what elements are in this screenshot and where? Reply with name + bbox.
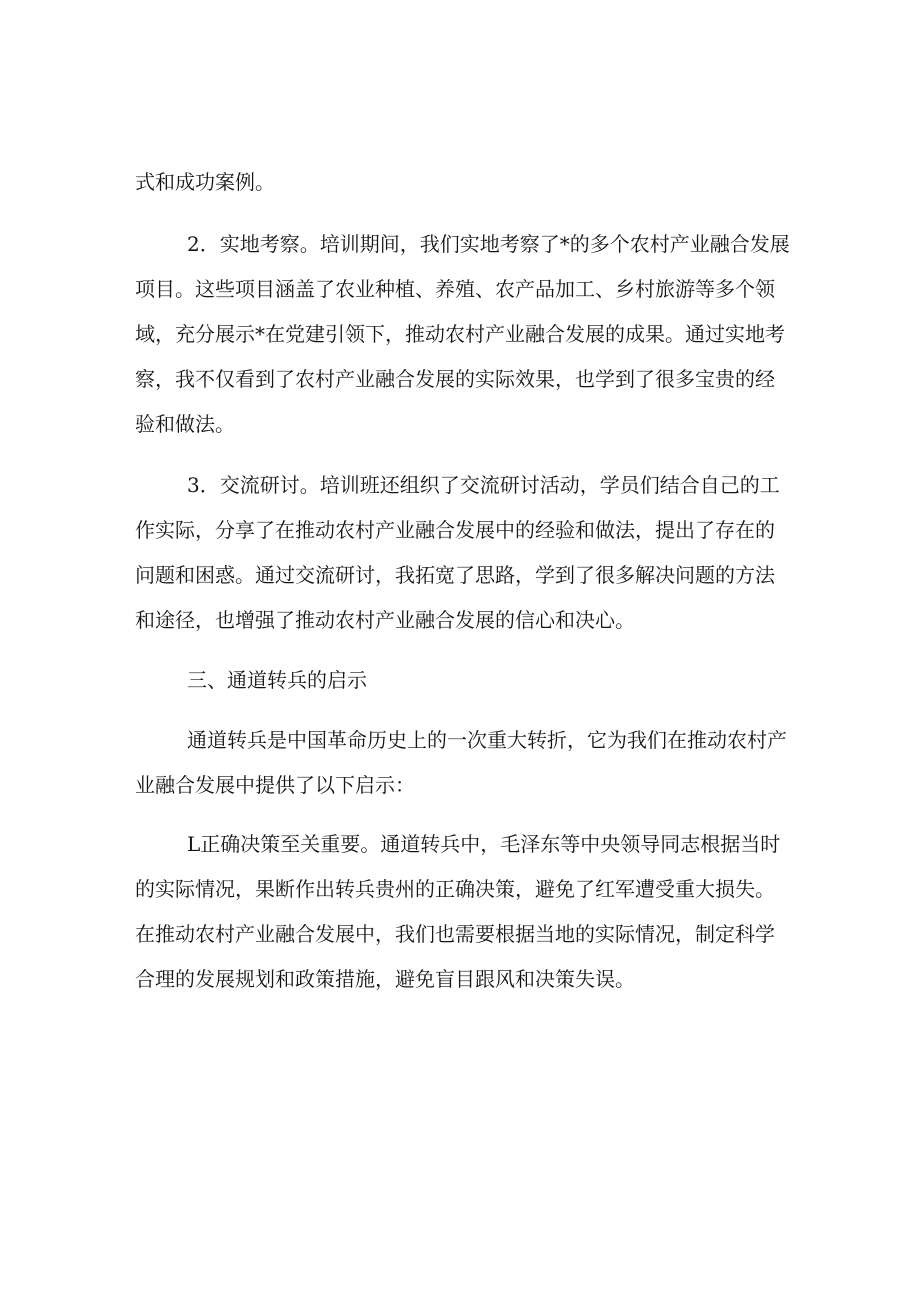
paragraph-line: 察，我不仅看到了农村产业融合发展的实际效果，也学到了很多宝贵的经 <box>135 367 775 391</box>
paragraph-line: 业融合发展中提供了以下启示： <box>135 773 415 797</box>
paragraph-line: 在推动农村产业融合发展中，我们也需要根据当地的实际情况，制定科学 <box>135 922 775 946</box>
paragraph-line: L正确决策至关重要。通道转兵中，毛泽东等中央领导同志根据当时 <box>187 832 781 856</box>
paragraph-line: 和途径，也增强了推动农村产业融合发展的信心和决心。 <box>135 608 635 632</box>
paragraph-line: 问题和困惑。通过交流研讨，我拓宽了思路，学到了很多解决问题的方法 <box>135 563 775 587</box>
paragraph-line: 项目。这些项目涵盖了农业种植、养殖、农产品加工、乡村旅游等多个领 <box>135 277 775 301</box>
section-heading: 三、通道转兵的启示 <box>187 668 367 692</box>
paragraph-line: 式和成功案例。 <box>135 170 275 194</box>
paragraph-line: 通道转兵是中国革命历史上的一次重大转折，它为我们在推动农村产 <box>187 728 787 752</box>
paragraph-line: 的实际情况，果断作出转兵贵州的正确决策，避免了红军遭受重大损失。 <box>135 877 775 901</box>
paragraph-line: 验和做法。 <box>135 412 235 436</box>
paragraph-line: 域，充分展示*在党建引领下，推动农村产业融合发展的成果。通过实地考 <box>135 322 785 346</box>
paragraph-line: 合理的发展规划和政策措施，避免盲目跟风和决策失误。 <box>135 967 635 991</box>
paragraph-line: 2．实地考察。培训期间，我们实地考察了*的多个农村产业融合发展 <box>187 232 790 256</box>
paragraph-line: 作实际，分享了在推动农村产业融合发展中的经验和做法，提出了存在的 <box>135 518 775 542</box>
paragraph-line: 3．交流研讨。培训班还组织了交流研讨活动，学员们结合自己的工 <box>187 473 780 497</box>
